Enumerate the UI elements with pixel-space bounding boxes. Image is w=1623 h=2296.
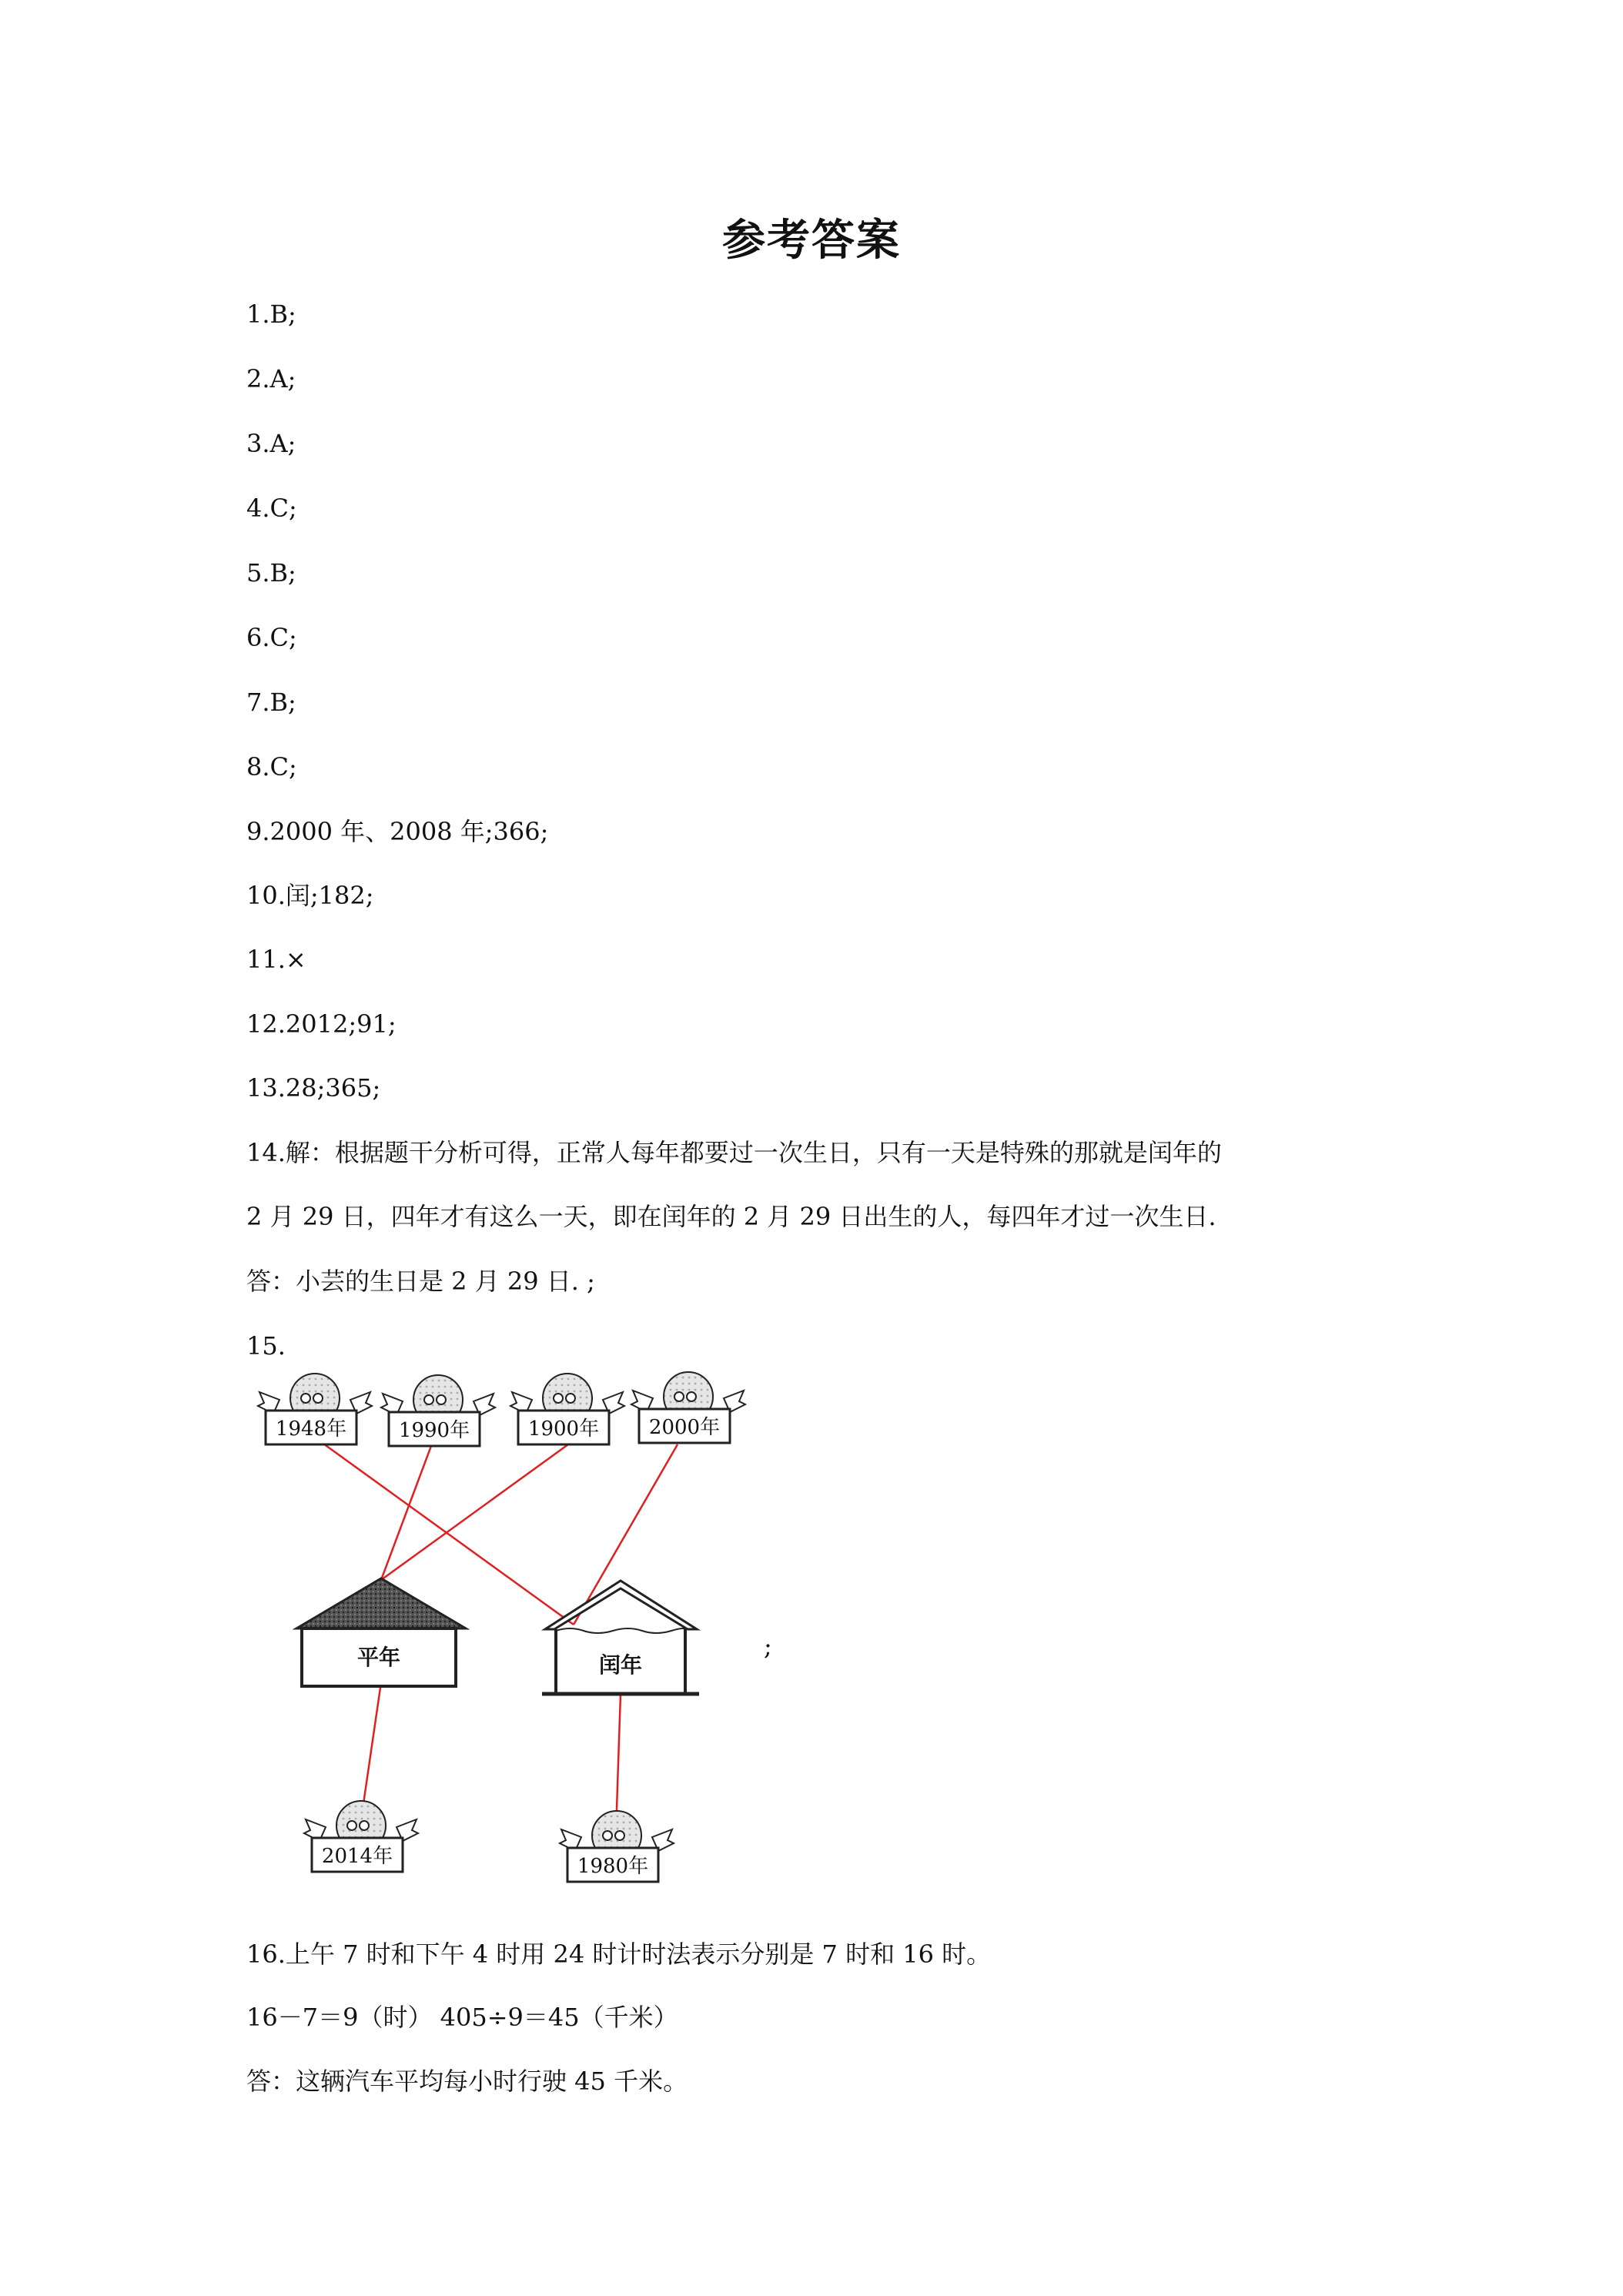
answer-16-line-2: 16－7＝9（时） 405÷9＝45（千米） [246,2003,678,2032]
answer-14-line-1: 14.解：根据题干分析可得，正常人每年都要过一次生日，只有一天是特殊的那就是闰年的 [246,1138,1222,1167]
answer-15-label: 15. [246,1331,286,1361]
answer-12: 12.2012;91; [246,1009,397,1039]
answer-1: 1.B; [246,300,296,329]
answer-10: 10.闰;182; [246,881,374,910]
owl-card-1980 [560,1811,674,1882]
open-roof-icon [545,1581,697,1629]
answer-3: 3.A; [246,429,296,458]
leap-year-house [542,1581,699,1694]
answer-5: 5.B; [246,558,296,587]
answer-6: 6.C; [246,623,297,652]
year-label-top-1: 1948年 [275,1417,347,1441]
answer-8: 8.C; [246,752,297,782]
answer-11: 11.× [246,945,306,974]
owl-card-1990 [381,1375,495,1446]
answer-2: 2.A; [246,364,296,393]
owl-card-1900 [510,1374,624,1444]
year-label-bottom-2: 1980年 [577,1855,649,1878]
answer-7: 7.B; [246,688,296,717]
answer-9: 9.2000 年、2008 年;366; [246,817,549,846]
owl-card-1948 [258,1374,372,1444]
page-title: 参考答案 [722,216,901,266]
owl-card-2014 [304,1801,418,1872]
answer-16-line-1: 16.上午 7 时和下午 4 时用 24 时计时法表示分别是 7 时和 16 时。 [246,1940,992,1969]
answer-14-line-3: 答：小芸的生日是 2 月 29 日. ; [246,1267,595,1296]
answer-14-line-2: 2 月 29 日，四年才有这么一天，即在闰年的 2 月 29 日出生的人，每四年才过一次生日. [246,1202,1216,1231]
line-1990-to-common [381,1446,431,1580]
answer-13: 13.28;365; [246,1073,381,1103]
figure-trailing-semicolon: ; [764,1632,772,1661]
owl-card-2000 [631,1372,745,1443]
dark-roof-icon [296,1578,466,1628]
year-label-bottom-1: 2014年 [321,1845,393,1868]
common-year-house [296,1578,466,1686]
answer-16-line-3: 答：这辆汽车平均每小时行驶 45 千米。 [246,2067,688,2096]
leap-year-label: 闰年 [598,1652,643,1678]
line-1900-to-common [381,1444,568,1580]
year-label-top-2: 1990年 [398,1419,470,1442]
common-year-label: 平年 [356,1645,401,1670]
leap-year-matching-figure [254,1371,793,1925]
line-2000-to-leap [574,1444,678,1625]
answer-4: 4.C; [246,494,297,523]
year-label-top-4: 2000年 [648,1416,721,1439]
year-label-top-3: 1900年 [527,1417,600,1441]
